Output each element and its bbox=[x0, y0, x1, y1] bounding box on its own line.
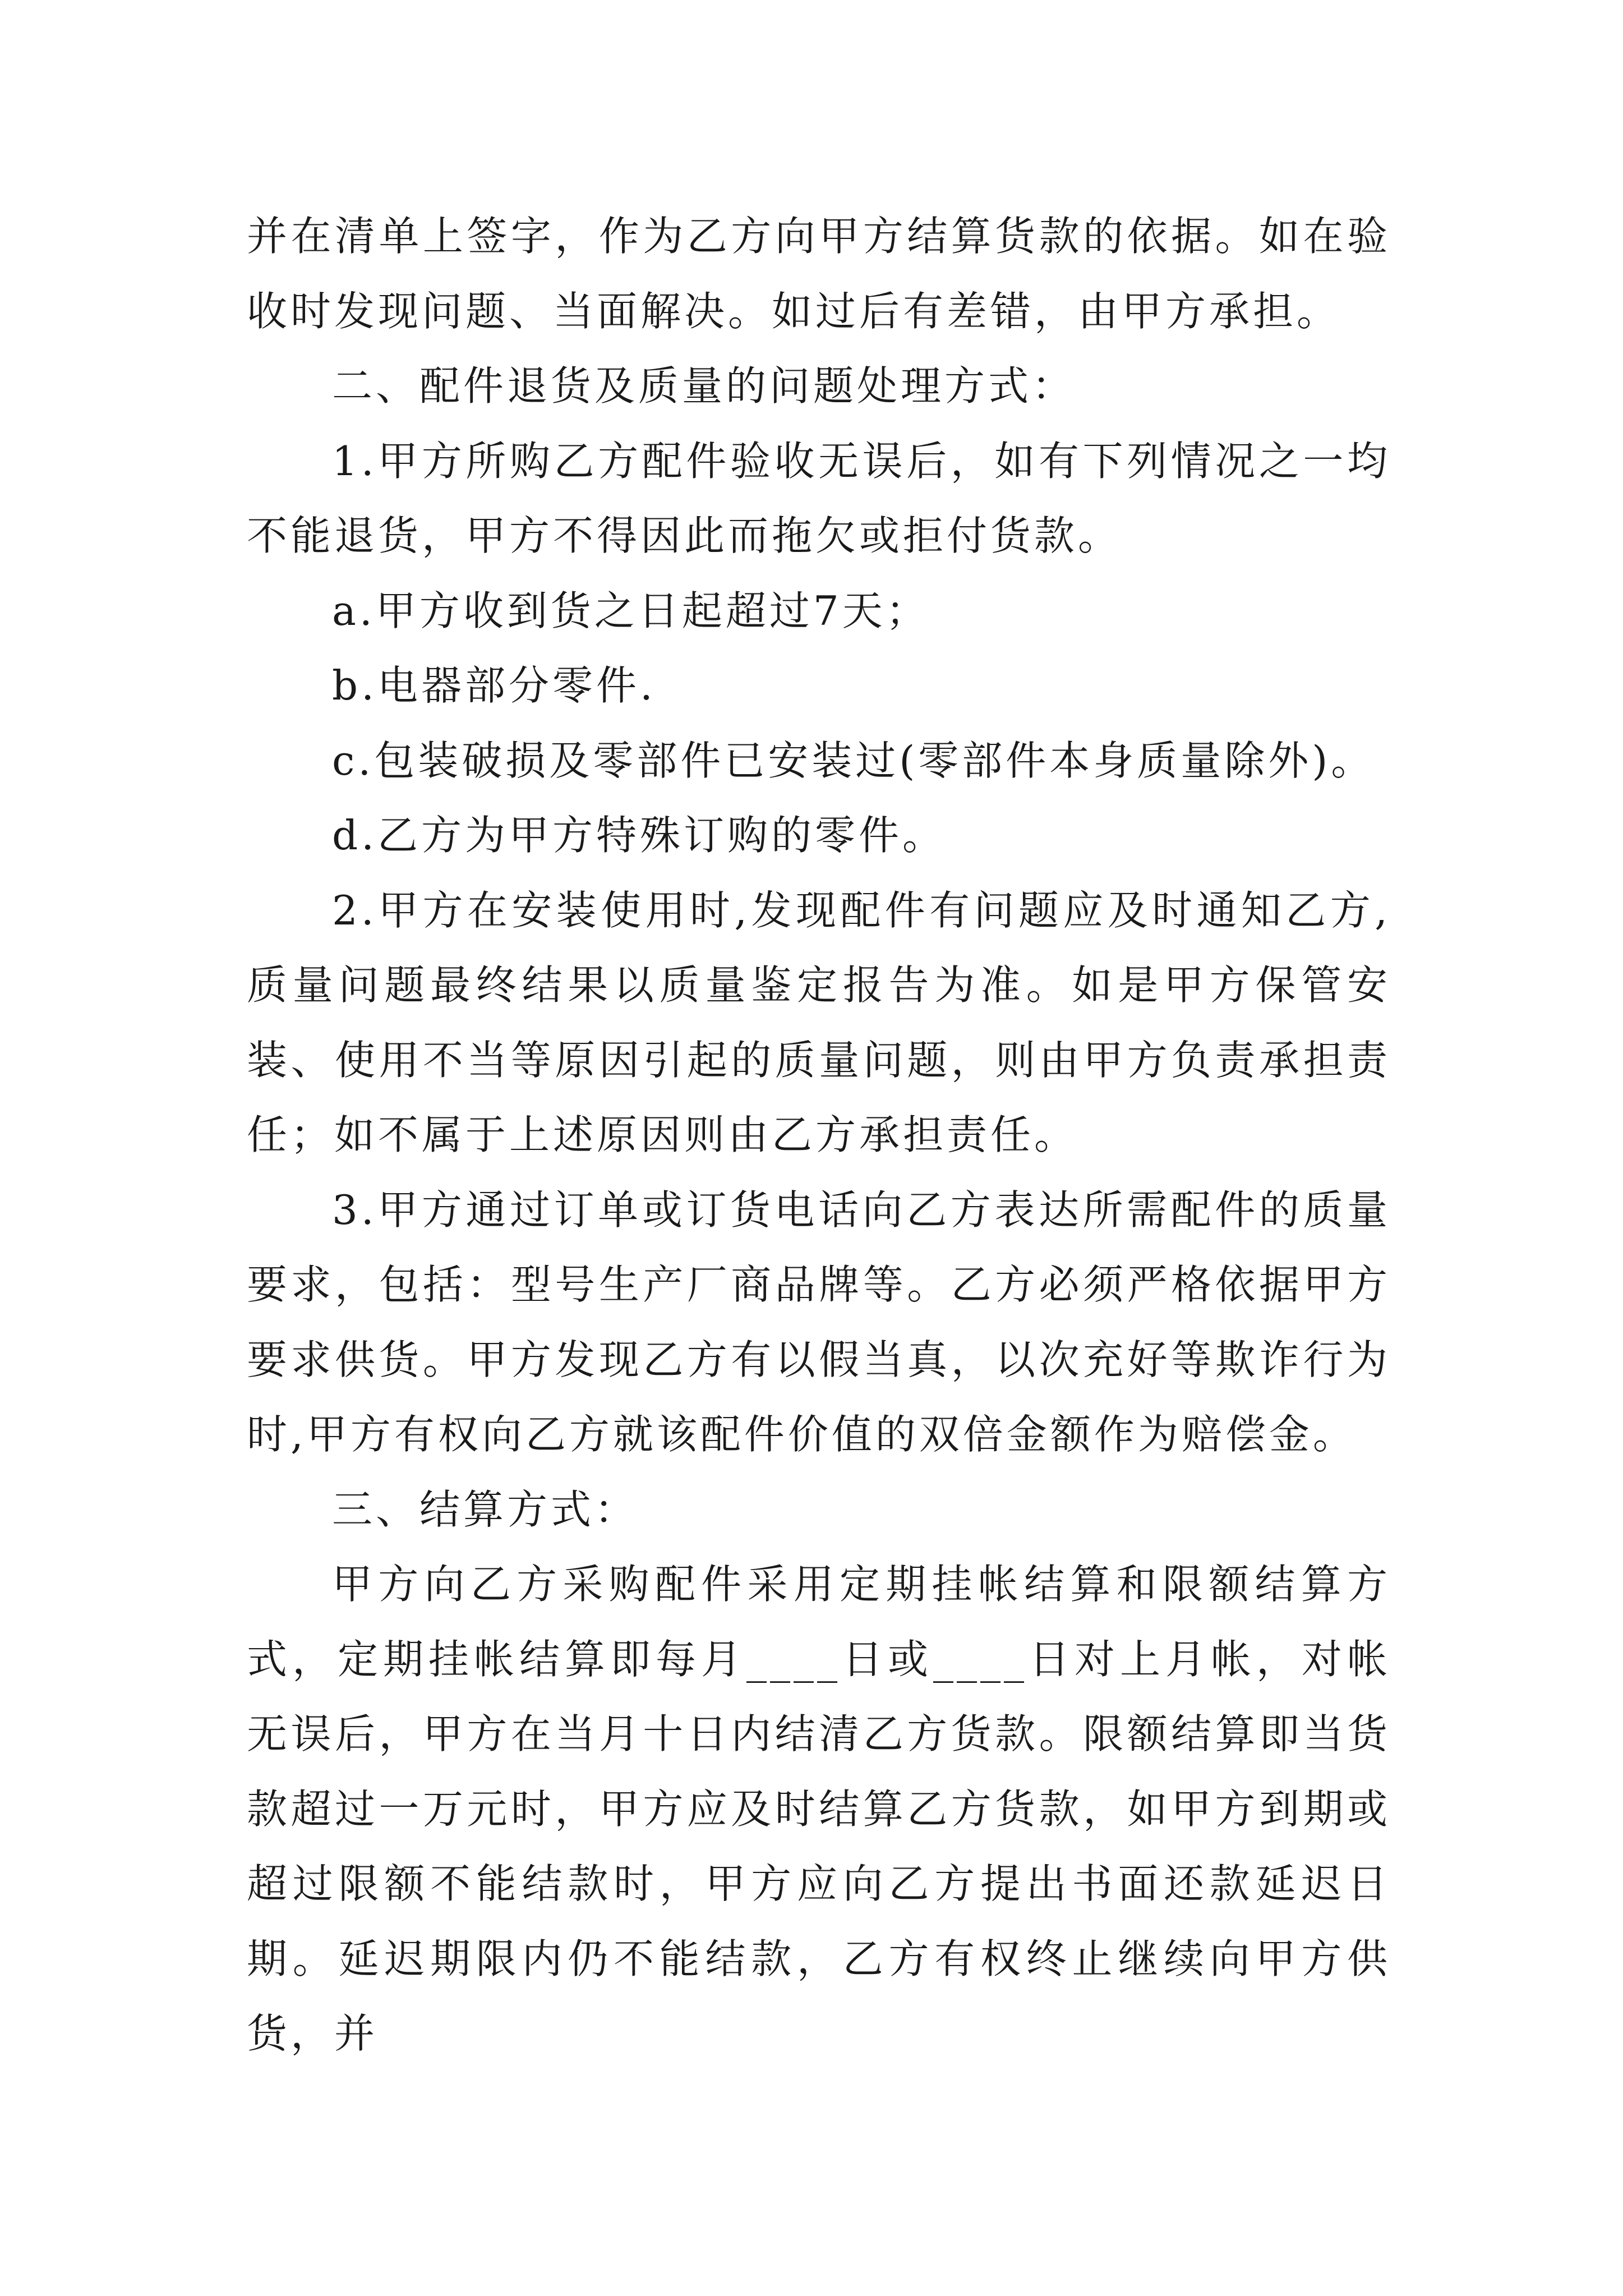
list-item-a: a.甲方收到货之日起超过7天； bbox=[332, 587, 930, 634]
document-body bbox=[247, 199, 1391, 2072]
list-item-c: c.包装破损及零部件已安装过(零部件本身质量除外)。 bbox=[332, 737, 1375, 784]
list-item-b: b.电器部分零件. bbox=[332, 662, 656, 709]
paragraph-continuation: 并在清单上签字，作为乙方向甲方结算货款的依据。如在验收时发现问题、当面解决。如过后有差错，由甲方承担。 bbox=[247, 213, 1391, 335]
list-item-d: d.乙方为甲方特殊订购的零件。 bbox=[332, 812, 946, 859]
clause-2: 2.甲方在安装使用时,发现配件有问题应及时通知乙方,质量问题最终结果以质量鉴定报告为准。如是甲方保管安装、使用不当等原因引起的质量问题，则由甲方负责承担责任；如不属于上述原因则由乙方承担责任。 bbox=[247, 886, 1391, 1158]
settlement-paragraph: 甲方向乙方采购配件采用定期挂帐结算和限额结算方式，定期挂帐结算即每月____日或____日对上月帐，对帐无误后，甲方在当月十日内结清乙方货款。限额结算即当货款超过一万元时，甲方应及时结算乙方货款，如甲方到期或超过限额不能结款时，甲方应向乙方提出书面还款延迟日期。延迟期限内仍不能结款，乙方有权终止继续向甲方供货，并 bbox=[247, 1561, 1391, 2057]
section-2-heading: 二、配件退货及质量的问题处理方式： bbox=[332, 362, 1076, 409]
clause-3: 3.甲方通过订单或订货电话向乙方表达所需配件的质量要求，包括：型号生产厂商品牌等。乙方必须严格依据甲方要求供货。甲方发现乙方有以假当真，以次充好等欺诈行为时,甲方有权向乙方就该配件价值的双倍金额作为赔偿金。 bbox=[247, 1186, 1391, 1458]
clause-1: 1.甲方所购乙方配件验收无误后，如有下列情况之一均不能退货，甲方不得因此而拖欠或拒付货款。 bbox=[247, 437, 1391, 559]
section-3-heading: 三、结算方式： bbox=[332, 1485, 639, 1533]
